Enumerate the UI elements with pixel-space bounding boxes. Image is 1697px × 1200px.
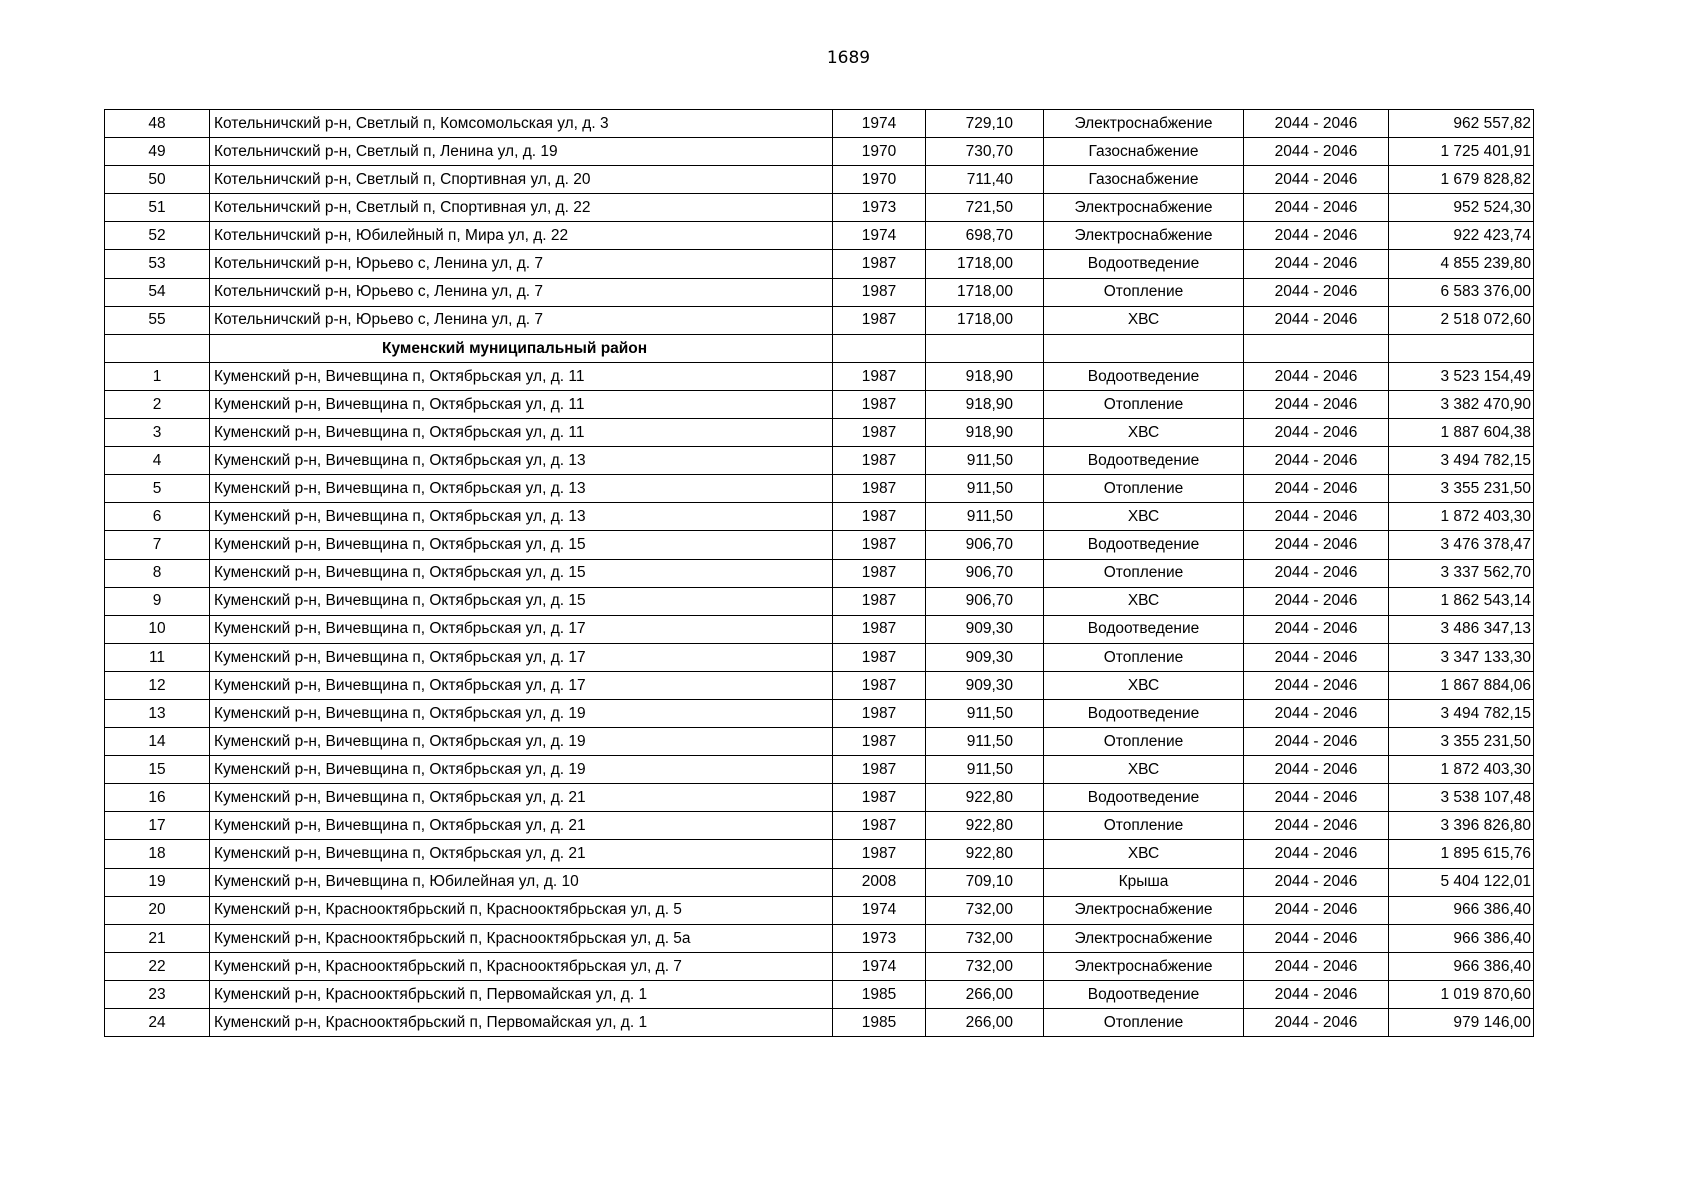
table-row xyxy=(105,222,1534,250)
area-cell: 911,50 xyxy=(926,475,1044,503)
row-number-cell: 3 xyxy=(105,419,210,447)
build-year-cell: 1987 xyxy=(833,475,926,503)
cost-cell: 1 019 870,60 xyxy=(1389,980,1534,1008)
work-type-cell: Водоотведение xyxy=(1044,447,1244,475)
row-number-cell: 52 xyxy=(105,222,210,250)
row-number-cell: 8 xyxy=(105,559,210,587)
area-cell: 709,10 xyxy=(926,868,1044,896)
build-year-cell: 1987 xyxy=(833,390,926,418)
address-cell: Куменский р-н, Вичевщина п, Октябрьская ул, д. 11 xyxy=(210,362,833,390)
build-year-cell: 1987 xyxy=(833,587,926,615)
row-number-cell: 1 xyxy=(105,362,210,390)
address-cell: Куменский р-н, Вичевщина п, Юбилейная ул, д. 10 xyxy=(210,868,833,896)
area-cell: 266,00 xyxy=(926,1009,1044,1037)
address-cell: Куменский р-н, Вичевщина п, Октябрьская ул, д. 15 xyxy=(210,531,833,559)
address-cell: Котельничский р-н, Юбилейный п, Мира ул, д. 22 xyxy=(210,222,833,250)
cost-cell: 3 486 347,13 xyxy=(1389,615,1534,643)
address-cell: Котельничский р-н, Юрьево с, Ленина ул, д. 7 xyxy=(210,250,833,278)
cost-cell: 3 382 470,90 xyxy=(1389,390,1534,418)
cost-cell: 4 855 239,80 xyxy=(1389,250,1534,278)
area-cell: 909,30 xyxy=(926,643,1044,671)
cost-cell: 1 872 403,30 xyxy=(1389,756,1534,784)
area-cell: 906,70 xyxy=(926,559,1044,587)
period-cell: 2044 - 2046 xyxy=(1244,419,1389,447)
build-year-cell: 2008 xyxy=(833,868,926,896)
table-row xyxy=(105,756,1534,784)
row-number-cell: 15 xyxy=(105,756,210,784)
cost-cell: 1 679 828,82 xyxy=(1389,166,1534,194)
area-cell: 732,00 xyxy=(926,952,1044,980)
build-year-cell: 1987 xyxy=(833,756,926,784)
area-cell: 918,90 xyxy=(926,390,1044,418)
cost-cell: 3 494 782,15 xyxy=(1389,699,1534,727)
row-number-cell: 20 xyxy=(105,896,210,924)
work-type-cell: Газоснабжение xyxy=(1044,138,1244,166)
build-year-cell: 1987 xyxy=(833,278,926,306)
period-cell: 2044 - 2046 xyxy=(1244,250,1389,278)
section-title: Куменский муниципальный район xyxy=(210,334,833,362)
build-year-cell: 1987 xyxy=(833,728,926,756)
address-cell: Куменский р-н, Вичевщина п, Октябрьская ул, д. 11 xyxy=(210,419,833,447)
address-cell: Куменский р-н, Краснооктябрьский п, Первомайская ул, д. 1 xyxy=(210,1009,833,1037)
period-cell: 2044 - 2046 xyxy=(1244,1009,1389,1037)
work-type-cell: Крыша xyxy=(1044,868,1244,896)
address-cell: Куменский р-н, Краснооктябрьский п, Краснооктябрьская ул, д. 5а xyxy=(210,924,833,952)
area-cell: 909,30 xyxy=(926,671,1044,699)
cost-cell: 3 494 782,15 xyxy=(1389,447,1534,475)
table-row xyxy=(105,194,1534,222)
address-cell: Куменский р-н, Вичевщина п, Октябрьская ул, д. 13 xyxy=(210,475,833,503)
build-year-cell: 1987 xyxy=(833,671,926,699)
work-type-cell: Электроснабжение xyxy=(1044,896,1244,924)
build-year-cell: 1985 xyxy=(833,980,926,1008)
period-cell: 2044 - 2046 xyxy=(1244,868,1389,896)
row-number-cell: 11 xyxy=(105,643,210,671)
address-cell: Куменский р-н, Вичевщина п, Октябрьская ул, д. 15 xyxy=(210,559,833,587)
table-row xyxy=(105,362,1534,390)
work-type-cell: ХВС xyxy=(1044,671,1244,699)
section-empty-cell xyxy=(926,334,1044,362)
area-cell: 1718,00 xyxy=(926,278,1044,306)
cost-cell: 1 872 403,30 xyxy=(1389,503,1534,531)
area-cell: 918,90 xyxy=(926,362,1044,390)
build-year-cell: 1973 xyxy=(833,924,926,952)
build-year-cell: 1987 xyxy=(833,250,926,278)
period-cell: 2044 - 2046 xyxy=(1244,306,1389,334)
work-type-cell: Отопление xyxy=(1044,390,1244,418)
build-year-cell: 1987 xyxy=(833,812,926,840)
work-type-cell: Отопление xyxy=(1044,559,1244,587)
cost-cell: 5 404 122,01 xyxy=(1389,868,1534,896)
row-number-cell: 2 xyxy=(105,390,210,418)
build-year-cell: 1974 xyxy=(833,222,926,250)
section-empty-cell xyxy=(1044,334,1244,362)
address-cell: Котельничский р-н, Светлый п, Комсомольская ул, д. 3 xyxy=(210,110,833,138)
row-number-cell: 6 xyxy=(105,503,210,531)
address-cell: Куменский р-н, Вичевщина п, Октябрьская ул, д. 15 xyxy=(210,587,833,615)
area-cell: 729,10 xyxy=(926,110,1044,138)
address-cell: Куменский р-н, Краснооктябрьский п, Краснооктябрьская ул, д. 5 xyxy=(210,896,833,924)
area-cell: 918,90 xyxy=(926,419,1044,447)
build-year-cell: 1987 xyxy=(833,840,926,868)
cost-cell: 1 887 604,38 xyxy=(1389,419,1534,447)
row-number-cell: 48 xyxy=(105,110,210,138)
area-cell: 906,70 xyxy=(926,587,1044,615)
period-cell: 2044 - 2046 xyxy=(1244,812,1389,840)
table-row xyxy=(105,138,1534,166)
build-year-cell: 1973 xyxy=(833,194,926,222)
table-row xyxy=(105,980,1534,1008)
build-year-cell: 1974 xyxy=(833,896,926,924)
cost-cell: 1 725 401,91 xyxy=(1389,138,1534,166)
period-cell: 2044 - 2046 xyxy=(1244,952,1389,980)
table-row xyxy=(105,812,1534,840)
area-cell: 1718,00 xyxy=(926,250,1044,278)
address-cell: Куменский р-н, Вичевщина п, Октябрьская ул, д. 11 xyxy=(210,390,833,418)
table-row xyxy=(105,503,1534,531)
page-number: 1689 xyxy=(826,48,871,68)
area-cell: 911,50 xyxy=(926,503,1044,531)
work-type-cell: ХВС xyxy=(1044,306,1244,334)
cost-cell: 966 386,40 xyxy=(1389,924,1534,952)
work-type-cell: Водоотведение xyxy=(1044,362,1244,390)
work-type-cell: ХВС xyxy=(1044,503,1244,531)
period-cell: 2044 - 2046 xyxy=(1244,615,1389,643)
area-cell: 266,00 xyxy=(926,980,1044,1008)
row-number-cell: 7 xyxy=(105,531,210,559)
cost-cell: 6 583 376,00 xyxy=(1389,278,1534,306)
address-cell: Куменский р-н, Вичевщина п, Октябрьская ул, д. 19 xyxy=(210,699,833,727)
build-year-cell: 1974 xyxy=(833,952,926,980)
table-row xyxy=(105,531,1534,559)
table-row xyxy=(105,166,1534,194)
row-number-cell: 12 xyxy=(105,671,210,699)
area-cell: 906,70 xyxy=(926,531,1044,559)
table-row xyxy=(105,110,1534,138)
period-cell: 2044 - 2046 xyxy=(1244,110,1389,138)
row-number-cell: 54 xyxy=(105,278,210,306)
table-row xyxy=(105,447,1534,475)
area-cell: 1718,00 xyxy=(926,306,1044,334)
work-type-cell: Отопление xyxy=(1044,278,1244,306)
work-type-cell: Водоотведение xyxy=(1044,699,1244,727)
row-number-cell: 22 xyxy=(105,952,210,980)
cost-cell: 1 895 615,76 xyxy=(1389,840,1534,868)
address-cell: Котельничский р-н, Юрьево с, Ленина ул, д. 7 xyxy=(210,306,833,334)
period-cell: 2044 - 2046 xyxy=(1244,475,1389,503)
work-type-cell: Электроснабжение xyxy=(1044,952,1244,980)
area-cell: 911,50 xyxy=(926,699,1044,727)
work-type-cell: Водоотведение xyxy=(1044,980,1244,1008)
table-row xyxy=(105,896,1534,924)
period-cell: 2044 - 2046 xyxy=(1244,447,1389,475)
table-row xyxy=(105,784,1534,812)
area-cell: 732,00 xyxy=(926,896,1044,924)
period-cell: 2044 - 2046 xyxy=(1244,194,1389,222)
area-cell: 911,50 xyxy=(926,728,1044,756)
table-row xyxy=(105,278,1534,306)
table-row xyxy=(105,868,1534,896)
table-row xyxy=(105,699,1534,727)
work-type-cell: Водоотведение xyxy=(1044,531,1244,559)
area-cell: 911,50 xyxy=(926,756,1044,784)
table-row xyxy=(105,587,1534,615)
row-number-cell: 4 xyxy=(105,447,210,475)
table-row xyxy=(105,952,1534,980)
area-cell: 730,70 xyxy=(926,138,1044,166)
period-cell: 2044 - 2046 xyxy=(1244,278,1389,306)
build-year-cell: 1970 xyxy=(833,166,926,194)
row-number-cell: 10 xyxy=(105,615,210,643)
work-type-cell: Водоотведение xyxy=(1044,615,1244,643)
work-type-cell: Отопление xyxy=(1044,475,1244,503)
row-number-cell: 55 xyxy=(105,306,210,334)
work-type-cell: ХВС xyxy=(1044,756,1244,784)
work-type-cell: ХВС xyxy=(1044,587,1244,615)
build-year-cell: 1987 xyxy=(833,447,926,475)
address-cell: Котельничский р-н, Светлый п, Ленина ул, д. 19 xyxy=(210,138,833,166)
cost-cell: 3 476 378,47 xyxy=(1389,531,1534,559)
build-year-cell: 1987 xyxy=(833,559,926,587)
build-year-cell: 1987 xyxy=(833,362,926,390)
work-type-cell: Отопление xyxy=(1044,1009,1244,1037)
address-cell: Куменский р-н, Вичевщина п, Октябрьская ул, д. 13 xyxy=(210,503,833,531)
period-cell: 2044 - 2046 xyxy=(1244,896,1389,924)
area-cell: 922,80 xyxy=(926,840,1044,868)
period-cell: 2044 - 2046 xyxy=(1244,390,1389,418)
address-cell: Куменский р-н, Вичевщина п, Октябрьская ул, д. 21 xyxy=(210,840,833,868)
address-cell: Куменский р-н, Краснооктябрьский п, Краснооктябрьская ул, д. 7 xyxy=(210,952,833,980)
table-row xyxy=(105,306,1534,334)
cost-cell: 979 146,00 xyxy=(1389,1009,1534,1037)
cost-cell: 1 862 543,14 xyxy=(1389,587,1534,615)
section-empty-cell xyxy=(105,334,210,362)
period-cell: 2044 - 2046 xyxy=(1244,362,1389,390)
row-number-cell: 53 xyxy=(105,250,210,278)
period-cell: 2044 - 2046 xyxy=(1244,559,1389,587)
build-year-cell: 1987 xyxy=(833,531,926,559)
period-cell: 2044 - 2046 xyxy=(1244,699,1389,727)
area-cell: 711,40 xyxy=(926,166,1044,194)
table-row xyxy=(105,671,1534,699)
period-cell: 2044 - 2046 xyxy=(1244,166,1389,194)
work-type-cell: Электроснабжение xyxy=(1044,222,1244,250)
area-cell: 732,00 xyxy=(926,924,1044,952)
row-number-cell: 49 xyxy=(105,138,210,166)
area-cell: 922,80 xyxy=(926,784,1044,812)
work-type-cell: Газоснабжение xyxy=(1044,166,1244,194)
build-year-cell: 1987 xyxy=(833,306,926,334)
row-number-cell: 5 xyxy=(105,475,210,503)
work-type-cell: ХВС xyxy=(1044,419,1244,447)
cost-cell: 966 386,40 xyxy=(1389,952,1534,980)
cost-cell: 2 518 072,60 xyxy=(1389,306,1534,334)
work-type-cell: Электроснабжение xyxy=(1044,924,1244,952)
build-year-cell: 1987 xyxy=(833,615,926,643)
address-cell: Куменский р-н, Вичевщина п, Октябрьская ул, д. 19 xyxy=(210,756,833,784)
area-cell: 721,50 xyxy=(926,194,1044,222)
address-cell: Куменский р-н, Вичевщина п, Октябрьская ул, д. 19 xyxy=(210,728,833,756)
row-number-cell: 19 xyxy=(105,868,210,896)
build-year-cell: 1987 xyxy=(833,699,926,727)
cost-cell: 3 538 107,48 xyxy=(1389,784,1534,812)
address-cell: Котельничский р-н, Светлый п, Спортивная ул, д. 22 xyxy=(210,194,833,222)
row-number-cell: 17 xyxy=(105,812,210,840)
table-body xyxy=(105,110,1534,1037)
row-number-cell: 21 xyxy=(105,924,210,952)
table-row xyxy=(105,615,1534,643)
period-cell: 2044 - 2046 xyxy=(1244,138,1389,166)
address-cell: Куменский р-н, Вичевщина п, Октябрьская ул, д. 17 xyxy=(210,643,833,671)
table-row xyxy=(105,840,1534,868)
table-row xyxy=(105,419,1534,447)
work-type-cell: Электроснабжение xyxy=(1044,194,1244,222)
table-row xyxy=(105,475,1534,503)
build-year-cell: 1974 xyxy=(833,110,926,138)
period-cell: 2044 - 2046 xyxy=(1244,643,1389,671)
work-type-cell: Отопление xyxy=(1044,643,1244,671)
build-year-cell: 1970 xyxy=(833,138,926,166)
repair-schedule-table xyxy=(104,109,1534,1037)
section-empty-cell xyxy=(1244,334,1389,362)
cost-cell: 966 386,40 xyxy=(1389,896,1534,924)
address-cell: Куменский р-н, Вичевщина п, Октябрьская ул, д. 17 xyxy=(210,671,833,699)
work-type-cell: Электроснабжение xyxy=(1044,110,1244,138)
address-cell: Куменский р-н, Вичевщина п, Октябрьская ул, д. 13 xyxy=(210,447,833,475)
cost-cell: 3 523 154,49 xyxy=(1389,362,1534,390)
row-number-cell: 16 xyxy=(105,784,210,812)
section-empty-cell xyxy=(1389,334,1534,362)
row-number-cell: 24 xyxy=(105,1009,210,1037)
period-cell: 2044 - 2046 xyxy=(1244,587,1389,615)
work-type-cell: Отопление xyxy=(1044,812,1244,840)
table-row xyxy=(105,643,1534,671)
section-empty-cell xyxy=(833,334,926,362)
work-type-cell: Водоотведение xyxy=(1044,784,1244,812)
table-row xyxy=(105,250,1534,278)
address-cell: Котельничский р-н, Юрьево с, Ленина ул, д. 7 xyxy=(210,278,833,306)
address-cell: Куменский р-н, Вичевщина п, Октябрьская ул, д. 21 xyxy=(210,784,833,812)
cost-cell: 3 347 133,30 xyxy=(1389,643,1534,671)
work-type-cell: ХВС xyxy=(1044,840,1244,868)
cost-cell: 3 337 562,70 xyxy=(1389,559,1534,587)
address-cell: Котельничский р-н, Светлый п, Спортивная ул, д. 20 xyxy=(210,166,833,194)
period-cell: 2044 - 2046 xyxy=(1244,531,1389,559)
row-number-cell: 9 xyxy=(105,587,210,615)
row-number-cell: 13 xyxy=(105,699,210,727)
area-cell: 922,80 xyxy=(926,812,1044,840)
period-cell: 2044 - 2046 xyxy=(1244,784,1389,812)
build-year-cell: 1985 xyxy=(833,1009,926,1037)
table-row xyxy=(105,559,1534,587)
address-cell: Куменский р-н, Вичевщина п, Октябрьская ул, д. 17 xyxy=(210,615,833,643)
address-cell: Куменский р-н, Вичевщина п, Октябрьская ул, д. 21 xyxy=(210,812,833,840)
cost-cell: 3 355 231,50 xyxy=(1389,728,1534,756)
row-number-cell: 23 xyxy=(105,980,210,1008)
table-row xyxy=(105,390,1534,418)
period-cell: 2044 - 2046 xyxy=(1244,728,1389,756)
cost-cell: 922 423,74 xyxy=(1389,222,1534,250)
period-cell: 2044 - 2046 xyxy=(1244,980,1389,1008)
cost-cell: 3 355 231,50 xyxy=(1389,475,1534,503)
cost-cell: 962 557,82 xyxy=(1389,110,1534,138)
area-cell: 911,50 xyxy=(926,447,1044,475)
row-number-cell: 51 xyxy=(105,194,210,222)
build-year-cell: 1987 xyxy=(833,643,926,671)
table-row xyxy=(105,728,1534,756)
work-type-cell: Отопление xyxy=(1044,728,1244,756)
work-type-cell: Водоотведение xyxy=(1044,250,1244,278)
build-year-cell: 1987 xyxy=(833,784,926,812)
period-cell: 2044 - 2046 xyxy=(1244,924,1389,952)
area-cell: 909,30 xyxy=(926,615,1044,643)
address-cell: Куменский р-н, Краснооктябрьский п, Первомайская ул, д. 1 xyxy=(210,980,833,1008)
period-cell: 2044 - 2046 xyxy=(1244,840,1389,868)
build-year-cell: 1987 xyxy=(833,503,926,531)
table-row xyxy=(105,1009,1534,1037)
cost-cell: 3 396 826,80 xyxy=(1389,812,1534,840)
row-number-cell: 14 xyxy=(105,728,210,756)
area-cell: 698,70 xyxy=(926,222,1044,250)
cost-cell: 952 524,30 xyxy=(1389,194,1534,222)
period-cell: 2044 - 2046 xyxy=(1244,671,1389,699)
period-cell: 2044 - 2046 xyxy=(1244,222,1389,250)
row-number-cell: 50 xyxy=(105,166,210,194)
period-cell: 2044 - 2046 xyxy=(1244,503,1389,531)
cost-cell: 1 867 884,06 xyxy=(1389,671,1534,699)
section-row xyxy=(105,334,1534,362)
row-number-cell: 18 xyxy=(105,840,210,868)
period-cell: 2044 - 2046 xyxy=(1244,756,1389,784)
table-row xyxy=(105,924,1534,952)
build-year-cell: 1987 xyxy=(833,419,926,447)
